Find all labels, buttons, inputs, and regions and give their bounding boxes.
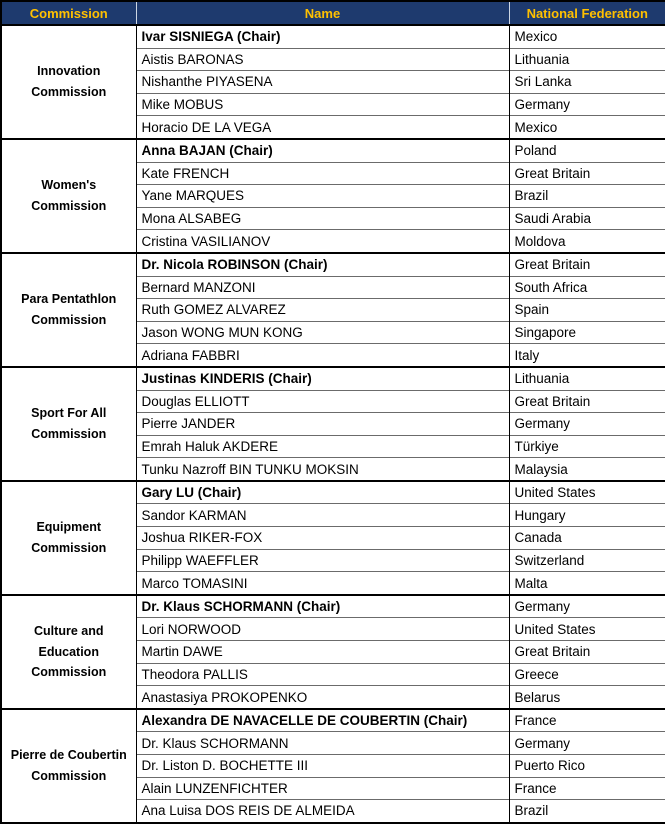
commission-section xyxy=(1,481,665,595)
member-name-cell: Alain LUNZENFICHTER xyxy=(136,777,509,800)
member-federation-cell: Great Britain xyxy=(509,162,665,185)
member-federation-cell: France xyxy=(509,777,665,800)
member-name-cell: Cristina VASILIANOV xyxy=(136,230,509,253)
member-federation-cell: Saudi Arabia xyxy=(509,207,665,230)
member-federation-cell: Italy xyxy=(509,344,665,367)
member-name-cell: Pierre JANDER xyxy=(136,413,509,436)
member-name-cell: Sandor KARMAN xyxy=(136,504,509,527)
commission-cell: Para Pentathlon Commission xyxy=(1,253,136,367)
member-federation-cell: Lithuania xyxy=(509,48,665,71)
member-row xyxy=(1,253,665,276)
member-federation-cell: United States xyxy=(509,618,665,641)
member-federation-cell: Germany xyxy=(509,413,665,436)
commission-section xyxy=(1,25,665,139)
member-name-cell: Mona ALSABEG xyxy=(136,207,509,230)
table-header xyxy=(1,1,665,25)
member-row xyxy=(1,595,665,618)
member-name-cell: Adriana FABBRI xyxy=(136,344,509,367)
member-federation-cell: Malaysia xyxy=(509,458,665,481)
header-row xyxy=(1,1,665,25)
member-name-cell: Ivar SISNIEGA (Chair) xyxy=(136,25,509,48)
member-name-cell: Dr. Nicola ROBINSON (Chair) xyxy=(136,253,509,276)
member-federation-cell: Brazil xyxy=(509,800,665,823)
member-federation-cell: Belarus xyxy=(509,686,665,709)
member-federation-cell: Türkiye xyxy=(509,435,665,458)
member-name-cell: Bernard MANZONI xyxy=(136,276,509,299)
member-name-cell: Theodora PALLIS xyxy=(136,663,509,686)
member-name-cell: Dr. Liston D. BOCHETTE III xyxy=(136,755,509,778)
member-name-cell: Joshua RIKER-FOX xyxy=(136,527,509,550)
member-row xyxy=(1,481,665,504)
member-federation-cell: Switzerland xyxy=(509,549,665,572)
commission-cell: Innovation Commission xyxy=(1,25,136,139)
member-row xyxy=(1,139,665,162)
member-federation-cell: Brazil xyxy=(509,185,665,208)
commission-cell: Pierre de Coubertin Commission xyxy=(1,709,136,823)
member-federation-cell: France xyxy=(514,713,557,729)
member-federation-cell: Spain xyxy=(509,299,665,322)
commission-cell: Women's Commission xyxy=(1,139,136,253)
member-name-cell: Kate FRENCH xyxy=(136,162,509,185)
column-header-name: Name xyxy=(136,1,509,25)
member-name-cell: Ruth GOMEZ ALVAREZ xyxy=(136,299,509,322)
commission-section xyxy=(1,595,665,709)
member-federation-cell: Sri Lanka xyxy=(509,71,665,94)
member-name-cell: Horacio DE LA VEGA xyxy=(136,116,509,139)
member-name-cell: Marco TOMASINI xyxy=(136,572,509,595)
member-federation-cell: Moldova xyxy=(509,230,665,253)
member-name-cell: Anastasiya PROKOPENKO xyxy=(136,686,509,709)
member-name-cell: Jason WONG MUN KONG xyxy=(136,321,509,344)
member-name-cell: Ana Luisa DOS REIS DE ALMEIDA xyxy=(136,800,509,823)
member-name-cell: Philipp WAEFFLER xyxy=(136,549,509,572)
member-federation-cell: Mexico xyxy=(509,116,665,139)
member-name-cell: Lori NORWOOD xyxy=(136,618,509,641)
member-federation-cell: Great Britain xyxy=(509,641,665,664)
member-name-cell: Anna BAJAN (Chair) xyxy=(136,139,509,162)
member-row xyxy=(1,25,665,48)
member-name-cell: Dr. Klaus SCHORMANN (Chair) xyxy=(136,595,509,618)
column-header-commission: Commission xyxy=(1,1,136,25)
column-header-national-federation: National Federation xyxy=(509,1,665,25)
member-name-cell: Douglas ELLIOTT xyxy=(136,390,509,413)
commission-section xyxy=(1,139,665,253)
commission-section xyxy=(1,709,665,823)
member-federation-cell: Greece xyxy=(509,663,665,686)
member-name-cell: Martin DAWE xyxy=(136,641,509,664)
member-federation-cell: Malta xyxy=(509,572,665,595)
member-federation-cell: Germany xyxy=(514,599,571,615)
commission-cell: Culture and Education Commission xyxy=(1,595,136,709)
member-name-cell: Justinas KINDERIS (Chair) xyxy=(136,367,509,390)
member-federation-cell: Great Britain xyxy=(509,390,665,413)
member-federation-cell: Lithuania xyxy=(514,371,570,387)
member-name-cell: Emrah Haluk AKDERE xyxy=(136,435,509,458)
member-federation-cell: Germany xyxy=(509,93,665,116)
member-federation-cell: Poland xyxy=(514,143,557,159)
member-federation-cell: Hungary xyxy=(509,504,665,527)
commission-cell: Equipment Commission xyxy=(1,481,136,595)
member-federation-cell: Great Britain xyxy=(514,257,591,273)
commission-section xyxy=(1,367,665,481)
member-federation-cell: Canada xyxy=(509,527,665,550)
commission-cell: Sport For All Commission xyxy=(1,367,136,481)
member-name-cell: Gary LU (Chair) xyxy=(136,481,509,504)
member-row xyxy=(1,367,665,390)
member-name-cell: Tunku Nazroff BIN TUNKU MOKSIN xyxy=(136,458,509,481)
member-name-cell: Mike MOBUS xyxy=(136,93,509,116)
member-federation-cell: Germany xyxy=(509,732,665,755)
member-name-cell: Yane MARQUES xyxy=(136,185,509,208)
member-name-cell: Aistis BARONAS xyxy=(136,48,509,71)
member-row xyxy=(1,709,665,732)
member-name-cell: Alexandra DE NAVACELLE DE COUBERTIN (Chair) xyxy=(136,709,509,732)
member-federation-cell: Mexico xyxy=(514,29,558,45)
commission-section xyxy=(1,253,665,367)
member-name-cell: Dr. Klaus SCHORMANN xyxy=(136,732,509,755)
member-federation-cell: South Africa xyxy=(509,276,665,299)
member-federation-cell: Puerto Rico xyxy=(509,755,665,778)
member-federation-cell: Singapore xyxy=(509,321,665,344)
member-federation-cell: United States xyxy=(514,485,596,501)
member-name-cell: Nishanthe PIYASENA xyxy=(136,71,509,94)
